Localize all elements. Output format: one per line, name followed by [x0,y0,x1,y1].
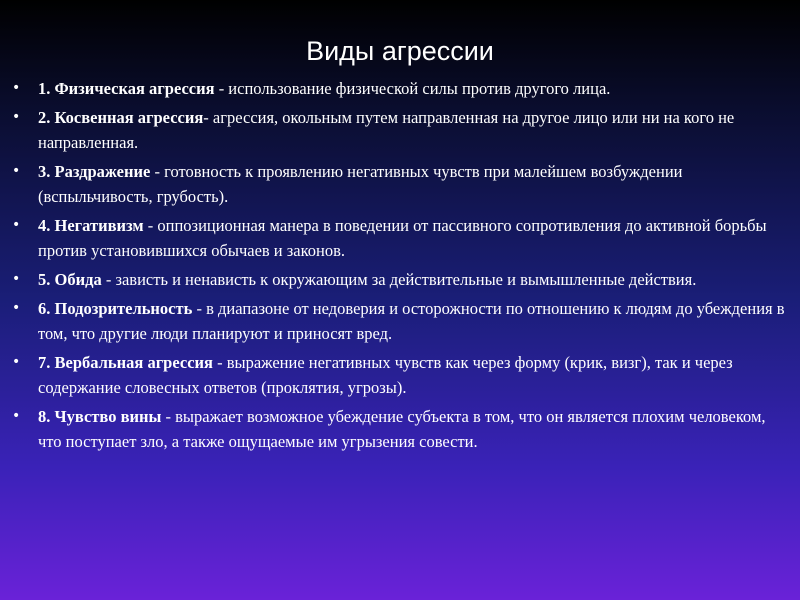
bullet-icon: • [12,408,21,424]
item-description: - использование физической силы против другого лица. [214,79,611,98]
list-item [12,296,792,346]
item-description: - выражение негативных чувств как через форму (крик, визг), так и через содержание словесных ответов (проклятия, угрозы). [38,353,733,397]
item-description: - агрессия, окольным путем направленная на другое лицо или ни на кого не направленная. [38,108,735,152]
item-term: 4. Негативизм [38,216,144,235]
item-term: 1. Физическая агрессия [38,79,215,98]
item-description: - выражает возможное убеждение субъекта в том, что он является плохим человеком, что поступает зло, а также ощущаемые им угрызения совести. [38,407,766,451]
list-item [12,159,792,209]
list-item [12,404,792,454]
item-term: 2. Косвенная агрессия [38,108,204,127]
bullet-icon: • [12,271,21,287]
aggression-types-list [12,76,792,458]
item-term: 8. Чувство вины [38,407,162,426]
bullet-icon: • [12,300,21,316]
item-term: 3. Раздражение [38,162,151,181]
list-item [12,76,792,101]
item-term: 5. Обида [38,270,102,289]
list-item [12,267,792,292]
list-item [12,350,792,400]
item-term: 6. Подозрительность [38,299,193,318]
bullet-icon: • [12,109,21,125]
item-description: - оппозиционная манера в поведении от пассивного сопротивления до активной борьбы против установившихся обычаев и законов. [38,216,767,260]
item-description: - в диапазоне от недоверия и осторожности по отношению к людям до убеждения в том, что другие люди планируют и приносят вред. [38,299,785,343]
slide-title: Виды агрессии [306,36,494,66]
item-description: - готовность к проявлению негативных чувств при малейшем возбуждении (вспыльчивость, грубость). [38,162,683,206]
item-term: 7. Вербальная агрессия [38,353,213,372]
bullet-icon: • [12,354,21,370]
bullet-icon: • [12,217,21,233]
list-item [12,105,792,155]
item-description: - зависть и ненависть к окружающим за действительные и вымышленные действия. [101,270,697,289]
list-item [12,213,792,263]
bullet-icon: • [12,163,21,179]
bullet-icon: • [12,80,21,96]
